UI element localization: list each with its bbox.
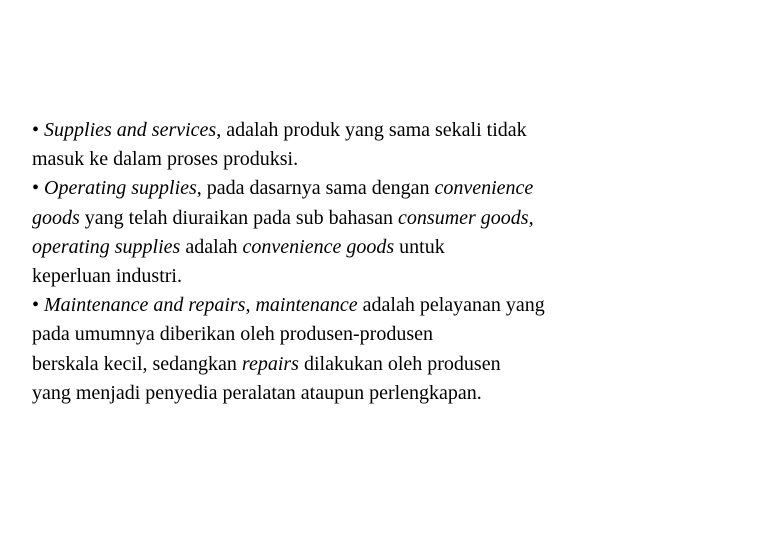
text-run: , pada dasarnya sama dengan <box>196 177 435 200</box>
text-run: convenience <box>434 177 534 200</box>
text-run: maintenance <box>255 294 358 317</box>
bullet-item-maintenance-and-repairs <box>32 291 752 408</box>
text-run: untuk <box>394 235 445 258</box>
bullet-item-supplies-and-services <box>32 116 752 174</box>
text-line <box>32 204 752 233</box>
text-run: convenience goods <box>242 235 395 258</box>
text-run: , <box>528 206 534 229</box>
text-line <box>32 262 752 291</box>
text-line <box>32 116 752 145</box>
text-run: pada umumnya diberikan oleh produsen-produsen <box>32 323 434 346</box>
text-line <box>32 291 752 320</box>
text-run: operating supplies <box>32 235 181 258</box>
text-run: adalah pelayanan yang <box>357 294 545 317</box>
bullet-list <box>32 116 752 408</box>
text-run: dilakukan oleh produsen <box>298 352 501 375</box>
text-run: adalah <box>180 235 243 258</box>
text-run: consumer goods <box>398 206 529 229</box>
text-run: berskala kecil, sedangkan <box>32 352 242 375</box>
text-line <box>32 174 752 203</box>
text-run: , <box>245 294 256 317</box>
text-run: • <box>32 119 45 141</box>
bullet-item-operating-supplies <box>32 174 752 291</box>
text-line <box>32 320 752 349</box>
text-run: goods <box>32 206 80 229</box>
text-run: yang menjadi penyedia peralatan ataupun perlengkapan. <box>32 381 482 404</box>
text-run: keperluan industri. <box>32 265 182 288</box>
text-run: , adalah produk yang sama sekali tidak <box>216 119 527 141</box>
text-run: • <box>32 177 45 200</box>
text-run: masuk ke dalam proses produksi. <box>32 148 299 171</box>
text-line <box>32 350 752 379</box>
text-run: Maintenance and repairs <box>44 294 246 317</box>
text-run: yang telah diuraikan pada sub bahasan <box>79 206 399 229</box>
text-line <box>32 379 752 408</box>
text-run: Operating supplies <box>44 177 197 200</box>
text-line <box>32 145 752 174</box>
text-line <box>32 233 752 262</box>
text-run: Supplies and services <box>44 119 217 141</box>
text-run: repairs <box>241 352 299 375</box>
text-run: • <box>32 294 45 317</box>
